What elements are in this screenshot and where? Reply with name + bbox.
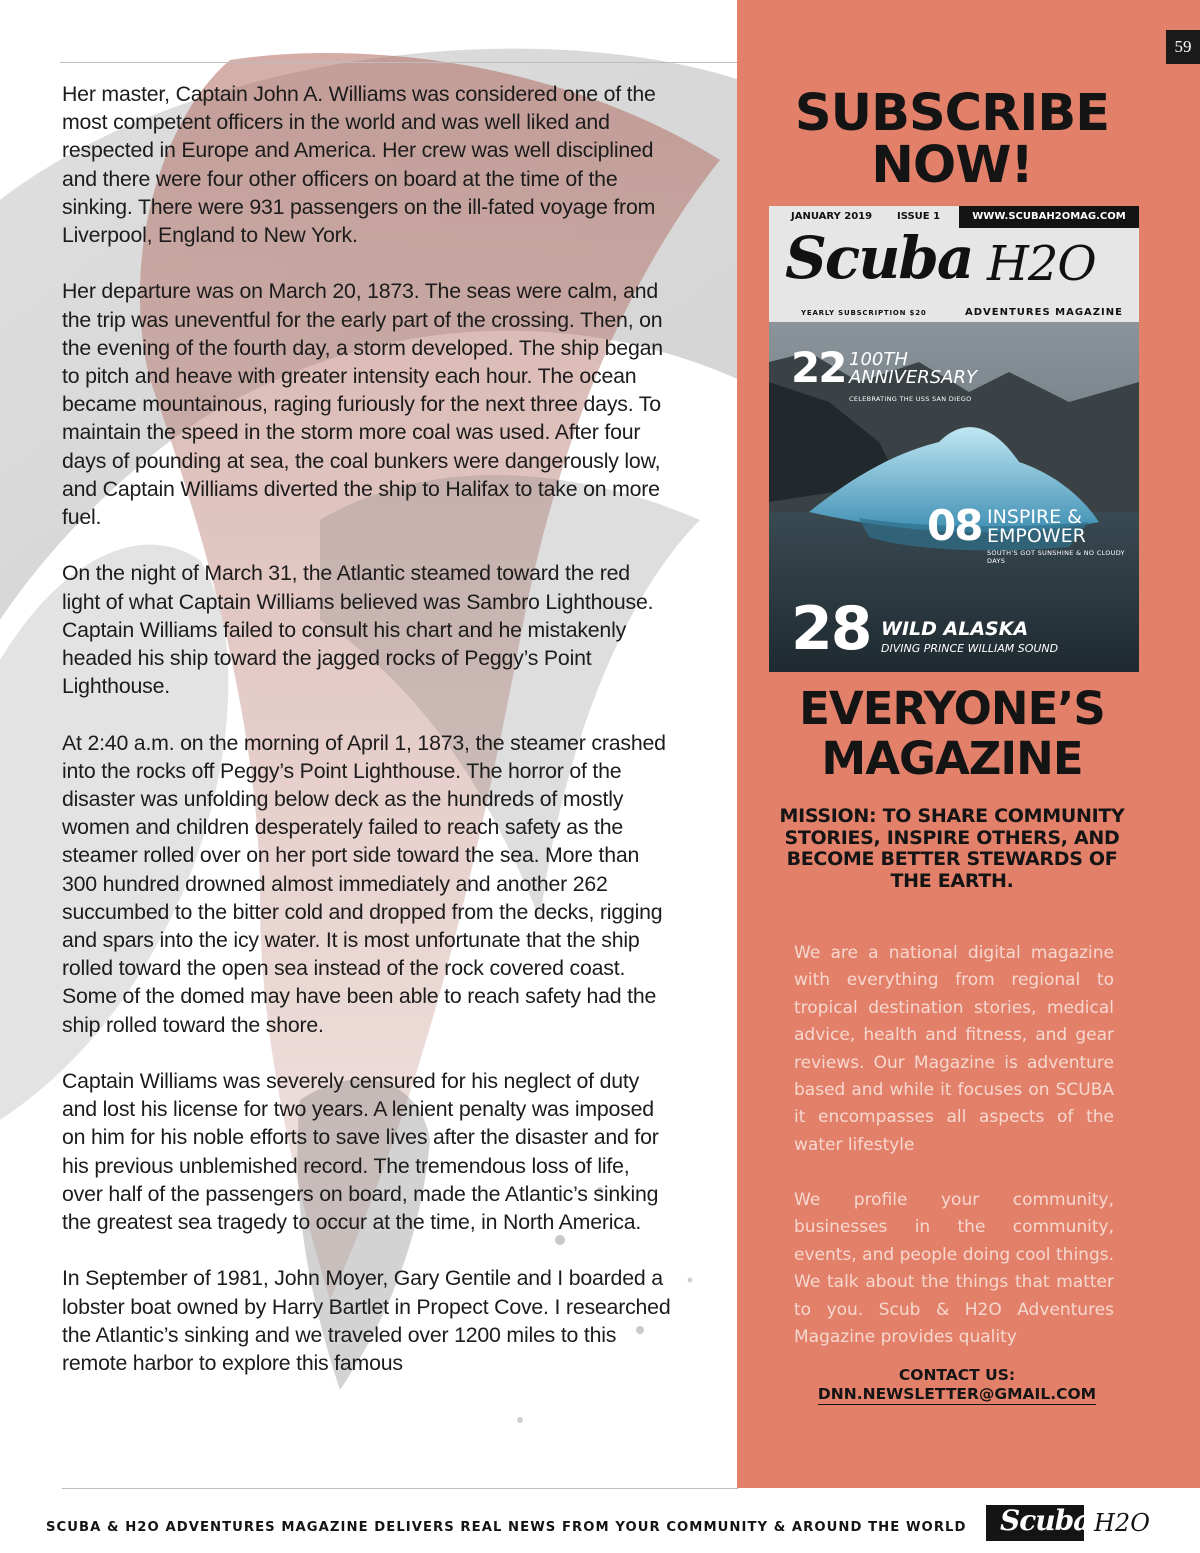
page-number: 59 — [1166, 30, 1200, 64]
cover-feature-1-line2: ANNIVERSARY — [849, 367, 977, 388]
cover-yearly-subscription: YEARLY SUBSCRIPTION $20 — [801, 309, 927, 317]
footer-logo-h2o: H2O — [1094, 1509, 1150, 1537]
article-paragraph-5: Captain Williams was severely censured for his neglect of duty and lost his license for two years. A lenient penalty was imposed on him for his noble efforts to save lives after the disaster and for his previous unblemished record. The tremendous loss of life, over half of the passengers on board, made the Atlantic’s sinking the greatest sea tragedy to occur at the time, in North America. — [62, 1069, 659, 1235]
cover-feature-2-number: 08 — [927, 501, 982, 550]
article-paragraph-3: On the night of March 31, the Atlantic steamed toward the red light of what Captain Williams believed was Sambro Lighthouse. Captain Williams failed to consult his chart and he mistakenly headed his ship toward the jagged rocks of Peggy’s Point Lighthouse. — [62, 561, 654, 699]
cover-url: WWW.SCUBAH2OMAG.COM — [959, 206, 1139, 228]
cover-feature-1-number: 22 — [791, 343, 846, 392]
cover-masthead — [769, 206, 1139, 322]
article-paragraph-4: At 2:40 a.m. on the morning of April 1, 1873, the steamer crashed into the rocks off Peggy’s Point Lighthouse. The horror of the disaster was unfolding below deck as the hundreds of mostly women and children desperately failed to reach safety as the steamer rolled over on her port side toward the sea. More than 300 hundred drowned almost immediately and another 262 succumbed to the bitter cold and dropped from the decks, rigging and spars into the icy water. It is most unfortunate that the ship rolled toward the open sea instead of the rock covered coast. Some of the domed may have been able to reach safety had the ship rolled toward the shore. — [62, 730, 666, 1037]
article-paragraph-2: Her departure was on March 20, 1873. The seas were calm, and the trip was uneventful for the early part of the crossing. Then, on the evening of the fourth day, a storm developed. The ship began to pitch and heave with greater intensity each hour. The ocean became mountainous, raging furiously for the next three days. To maintain the speed in the storm more coal was used. After four days of pounding at sea, the coal bunkers were dangerously low, and Captain Williams diverted the ship to Halifax to take on more fuel. — [62, 279, 663, 530]
footer-logo — [986, 1505, 1164, 1541]
cover-feature-3-line1: WILD ALASKA — [881, 618, 1029, 640]
everyones-heading-line1: EVERYONE’S — [799, 682, 1105, 735]
magazine-cover[interactable] — [769, 206, 1139, 672]
cover-logo-scuba: Scuba — [785, 224, 973, 292]
cover-feature-3-number: 28 — [791, 594, 871, 664]
subscribe-heading-line2: NOW! — [871, 136, 1033, 195]
cover-date: JANUARY 2019 — [791, 206, 872, 228]
contact-label: CONTACT US: — [898, 1366, 1016, 1384]
cover-feature-2-line2: EMPOWER — [987, 525, 1086, 547]
mission-statement: MISSION: TO SHARE COMMUNITY STORIES, INSPIRE OTHERS, AND BECOME BETTER STEWARDS OF THE EARTH. — [779, 805, 1125, 892]
contact-block — [777, 1366, 1137, 1404]
article-paragraph-6: In September of 1981, John Moyer, Gary Gentile and I boarded a lobster boat owned by Harry Bartlet in Propect Cove. I researched the Atlantic’s sinking and we traveled over 1200 miles to this remote harbor to explore this famous — [62, 1266, 671, 1376]
subscribe-sidebar — [737, 0, 1200, 1488]
cover-feature-1-sub: CELEBRATING THE USS SAN DIEGO — [849, 395, 972, 403]
about-blurb-2: We profile your community, businesses in the community, events, and people doing cool things. We talk about the things that matter to you. Scub & H2O Adventures Magazine provides quality — [794, 1190, 1114, 1348]
cover-feature-1-line1: 100TH — [849, 349, 908, 370]
everyones-heading-line2: MAGAZINE — [821, 732, 1083, 785]
contact-email-link[interactable]: DNN.NEWSLETTER@GMAIL.COM — [817, 1385, 1097, 1403]
cover-feature-2-line1: INSPIRE & — [987, 506, 1082, 528]
cover-subtitle: ADVENTURES MAGAZINE — [965, 307, 1123, 318]
footer-rule — [62, 1488, 738, 1489]
cover-logo-h2o: H2O — [987, 236, 1096, 292]
article-body — [62, 80, 672, 1405]
cover-issue: ISSUE 1 — [897, 206, 940, 228]
about-blurb-1: We are a national digital magazine with everything from regional to tropical destination stories, medical advice, health and fitness, and gear reviews. Our Magazine is adventure based and while it focuses on SCUBA it encompasses all aspects of the water lifestyle — [794, 943, 1114, 1155]
cover-feature-3-line2: DIVING PRINCE WILLIAM SOUND — [881, 642, 1059, 655]
article-paragraph-1: Her master, Captain John A. Williams was considered one of the most competent officers in the world and was well liked and respected in Europe and America. Her crew was well disciplined and there were four other officers on board at the time of the sinking. There were 931 passengers on the ill-fated voyage from Liverpool, England to New York. — [62, 82, 656, 248]
subscribe-heading-line1: SUBSCRIBE — [794, 84, 1110, 143]
subscribe-heading — [737, 84, 1167, 195]
cover-feature-2-sub: SOUTH'S GOT SUNSHINE & NO CLOUDY DAYS — [987, 549, 1125, 565]
footer-tagline: SCUBA & H2O ADVENTURES MAGAZINE DELIVERS REAL NEWS FROM YOUR COMMUNITY & AROUND THE WORLD — [46, 1520, 967, 1535]
everyones-magazine-heading — [737, 684, 1167, 784]
footer-logo-scuba: Scuba — [1000, 1504, 1091, 1537]
